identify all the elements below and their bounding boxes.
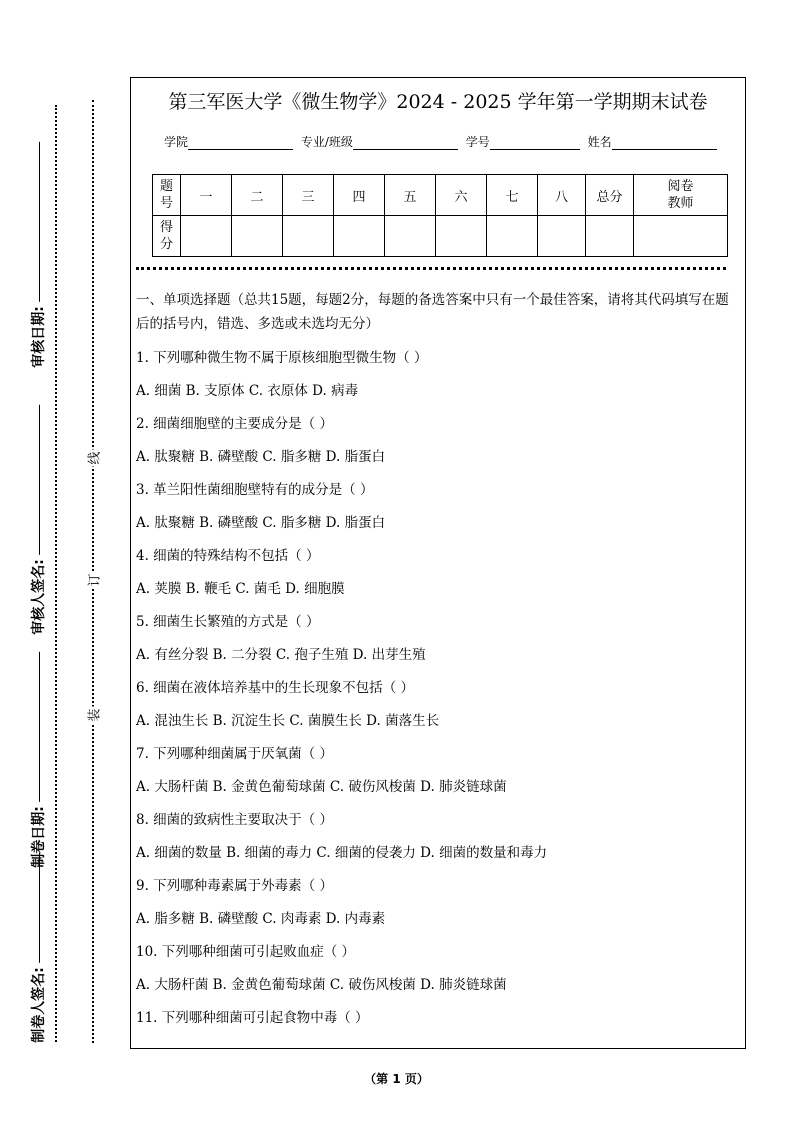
student-info-line bbox=[164, 133, 721, 150]
score-cell[interactable] bbox=[232, 216, 283, 257]
question-4-options: A. 荚膜 B. 鞭毛 C. 菌毛 D. 细胞膜 bbox=[136, 581, 345, 597]
question-2: 2. 细菌细胞壁的主要成分是（ ） bbox=[136, 416, 333, 432]
col-8: 八 bbox=[538, 175, 586, 216]
col-4: 四 bbox=[334, 175, 385, 216]
col-1: 一 bbox=[181, 175, 232, 216]
score-cell[interactable] bbox=[385, 216, 436, 257]
review-date-label: 审核日期: bbox=[28, 142, 48, 368]
score-cell[interactable] bbox=[487, 216, 538, 257]
score-cell[interactable] bbox=[586, 216, 634, 257]
question-7-options: A. 大肠杆菌 B. 金黄色葡萄球菌 C. 破伤风梭菌 D. 肺炎链球菌 bbox=[136, 779, 507, 795]
question-6: 6. 细菌在液体培养基中的生长现象不包括（ ） bbox=[136, 680, 414, 696]
name-field[interactable] bbox=[612, 149, 717, 150]
score-cell[interactable] bbox=[334, 216, 385, 257]
score-cell[interactable] bbox=[538, 216, 586, 257]
score-cell[interactable] bbox=[283, 216, 334, 257]
col-grader: 阅卷 教师 bbox=[634, 175, 728, 216]
major-class-field[interactable] bbox=[353, 149, 458, 150]
outer-dotted-line bbox=[55, 105, 57, 1042]
college-label: 学院 bbox=[164, 135, 189, 149]
question-8-options: A. 细菌的数量 B. 细菌的毒力 C. 细菌的侵袭力 D. 细菌的数量和毒力 bbox=[136, 845, 548, 861]
question-list bbox=[136, 342, 740, 1035]
page-footer: （第 1 页） bbox=[364, 1072, 429, 1086]
questions-area bbox=[136, 288, 740, 1035]
cut-line-char: 线 bbox=[84, 449, 103, 466]
fold-char: 装 bbox=[84, 706, 103, 723]
score-table-header-row bbox=[153, 175, 728, 216]
maker-signature-label: 制卷人签名: bbox=[28, 853, 48, 1043]
question-3-options: A. 肽聚糖 B. 磷壁酸 C. 脂多糖 D. 脂蛋白 bbox=[136, 515, 386, 531]
col-total: 总分 bbox=[586, 175, 634, 216]
college-field[interactable] bbox=[188, 149, 293, 150]
name-label: 姓名 bbox=[587, 135, 612, 149]
question-1-options: A. 细菌 B. 支原体 C. 衣原体 D. 病毒 bbox=[136, 383, 359, 399]
question-8: 8. 细菌的致病性主要取决于（ ） bbox=[136, 812, 333, 828]
question-3: 3. 革兰阳性菌细胞壁特有的成分是（ ） bbox=[136, 482, 374, 498]
row-header-score: 得 分 bbox=[153, 216, 181, 257]
question-2-options: A. 肽聚糖 B. 磷壁酸 C. 脂多糖 D. 脂蛋白 bbox=[136, 449, 386, 465]
question-1: 1. 下列哪种微生物不属于原核细胞型微生物（ ） bbox=[136, 350, 428, 366]
score-table bbox=[152, 174, 728, 257]
exam-title: 第三军医大学《微生物学》2024 - 2025 学年第一学期期末试卷 bbox=[168, 91, 708, 113]
score-cell[interactable] bbox=[181, 216, 232, 257]
question-6-options: A. 混浊生长 B. 沉淀生长 C. 菌膜生长 D. 菌落生长 bbox=[136, 713, 440, 729]
score-cell[interactable] bbox=[436, 216, 487, 257]
reviewer-signature-label: 审核人签名: bbox=[28, 405, 48, 635]
col-5: 五 bbox=[385, 175, 436, 216]
question-9-options: A. 脂多糖 B. 磷壁酸 C. 肉毒素 D. 内毒素 bbox=[136, 911, 386, 927]
question-10-options: A. 大肠杆菌 B. 金黄色葡萄球菌 C. 破伤风梭菌 D. 肺炎链球菌 bbox=[136, 977, 507, 993]
col-2: 二 bbox=[232, 175, 283, 216]
score-cell[interactable] bbox=[634, 216, 728, 257]
question-5-options: A. 有丝分裂 B. 二分裂 C. 孢子生殖 D. 出芽生殖 bbox=[136, 647, 426, 663]
exam-frame bbox=[130, 77, 746, 1049]
score-table-score-row bbox=[153, 216, 728, 257]
question-5: 5. 细菌生长繁殖的方式是（ ） bbox=[136, 614, 320, 630]
question-4: 4. 细菌的特殊结构不包括（ ） bbox=[136, 548, 320, 564]
col-6: 六 bbox=[436, 175, 487, 216]
question-11: 11. 下列哪种细菌可引起食物中毒（ ） bbox=[136, 1010, 369, 1026]
col-3: 三 bbox=[283, 175, 334, 216]
maker-date-label: 制卷日期: bbox=[28, 652, 48, 868]
bind-char: 订 bbox=[84, 571, 103, 588]
student-id-label: 学号 bbox=[465, 135, 490, 149]
question-7: 7. 下列哪种细菌属于厌氧菌（ ） bbox=[136, 746, 333, 762]
question-9: 9. 下列哪种毒素属于外毒素（ ） bbox=[136, 878, 333, 894]
dotted-separator bbox=[136, 267, 726, 270]
student-id-field[interactable] bbox=[490, 149, 580, 150]
section-1-title: 一、单项选择题（总共15题，每题2分，每题的备选答案中只有一个最佳答案，请将其代码填写在题后的括号内，错选、多选或未选均无分） bbox=[136, 292, 729, 332]
major-class-label: 专业/班级 bbox=[300, 135, 353, 149]
col-7: 七 bbox=[487, 175, 538, 216]
row-header-number: 题 号 bbox=[153, 175, 181, 216]
question-10: 10. 下列哪种细菌可引起败血症（ ） bbox=[136, 944, 356, 960]
